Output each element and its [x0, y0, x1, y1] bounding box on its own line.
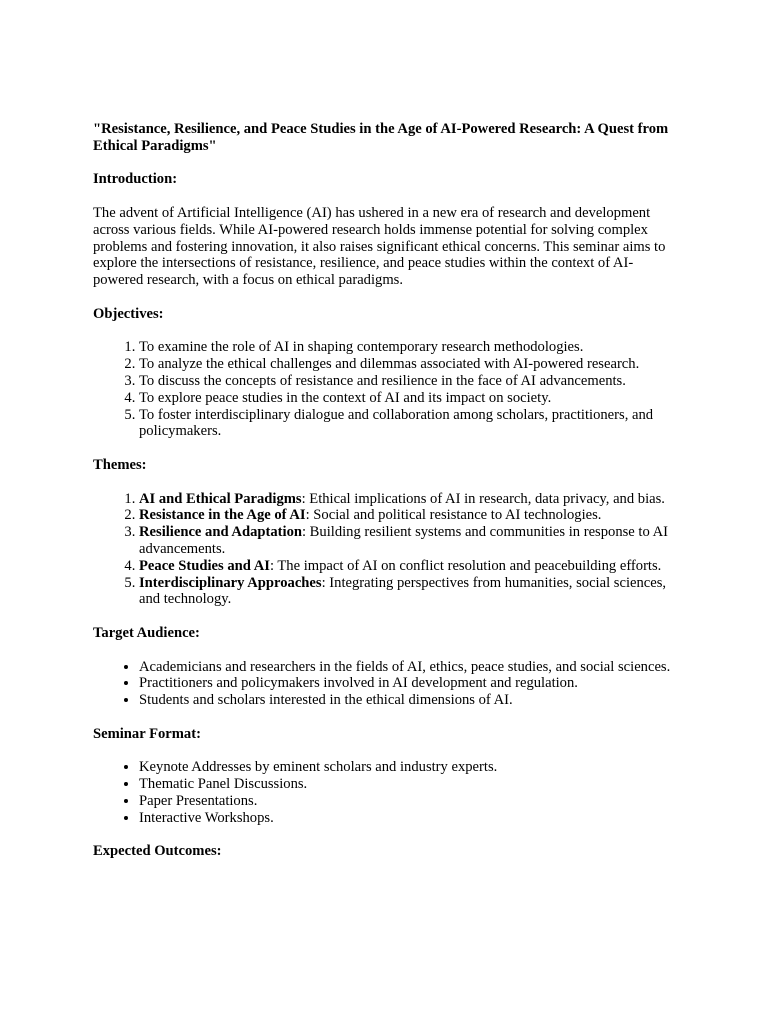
- format-heading: Seminar Format:: [93, 725, 201, 742]
- document-title: "Resistance, Resilience, and Peace Studies in the Age of AI-Powered Research: A Quest from Ethical Paradigms": [93, 121, 669, 154]
- objective-item: 2. To analyze the ethical challenges and dilemmas associated with AI-powered research.: [139, 356, 683, 373]
- document-page: [93, 121, 683, 877]
- themes-heading: Themes:: [93, 456, 147, 473]
- theme-term: Peace Studies and AI: [139, 557, 270, 574]
- objectives-heading: Objectives:: [93, 305, 164, 322]
- audience-list: [93, 659, 683, 709]
- theme-term: Resistance in the Age of AI: [139, 507, 306, 524]
- objective-item: 5. To foster interdisciplinary dialogue and collaboration among scholars, practitioners, and policymakers.: [139, 407, 683, 441]
- objective-item: 4. To explore peace studies in the context of AI and its impact on society.: [139, 390, 683, 407]
- introduction-text: The advent of Artificial Intelligence (AI) has ushered in a new era of research and development across various fields. While AI-powered research holds immense potential for solving complex problems and fostering innovation, it also raises significant ethical concerns. This seminar aims to explore the intersections of resistance, resilience, and peace studies within the context of AI-powered research, with a focus on ethical paradigms.: [93, 204, 666, 289]
- format-item: • Interactive Workshops.: [139, 810, 683, 827]
- theme-desc: : Building resilient systems and communities in response to AI advancements.: [139, 524, 669, 557]
- format-item: • Paper Presentations.: [139, 793, 683, 810]
- theme-item: [139, 558, 683, 575]
- outcomes-heading: Expected Outcomes:: [93, 843, 222, 860]
- objective-item: 3. To discuss the concepts of resistance and resilience in the face of AI advancements.: [139, 373, 683, 390]
- theme-desc: : Ethical implications of AI in research, data privacy, and bias.: [301, 490, 665, 507]
- theme-desc: : The impact of AI on conflict resolution and peacebuilding efforts.: [269, 557, 662, 574]
- theme-item: [139, 575, 683, 609]
- theme-term: AI and Ethical Paradigms: [139, 490, 302, 507]
- audience-heading: Target Audience:: [93, 624, 200, 641]
- audience-item: • Academicians and researchers in the fields of AI, ethics, peace studies, and social sciences.: [139, 659, 683, 676]
- theme-term: Interdisciplinary Approaches: [139, 574, 322, 591]
- objective-item: 1. To examine the role of AI in shaping contemporary research methodologies.: [139, 339, 683, 356]
- theme-item: [139, 524, 683, 558]
- introduction-heading: Introduction:: [93, 171, 178, 188]
- theme-desc: : Integrating perspectives from humanities, social sciences, and technology.: [139, 574, 667, 608]
- theme-item: [139, 491, 683, 508]
- objectives-list: [93, 339, 683, 440]
- theme-desc: : Social and political resistance to AI technologies.: [305, 507, 602, 524]
- format-item: • Keynote Addresses by eminent scholars and industry experts.: [139, 759, 683, 776]
- audience-item: • Students and scholars interested in the ethical dimensions of AI.: [139, 692, 683, 709]
- audience-item: • Practitioners and policymakers involved in AI development and regulation.: [139, 675, 683, 692]
- theme-term: Resilience and Adaptation: [139, 524, 302, 541]
- theme-item: [139, 507, 683, 524]
- format-list: [93, 759, 683, 826]
- format-item: • Thematic Panel Discussions.: [139, 776, 683, 793]
- themes-list: [93, 491, 683, 609]
